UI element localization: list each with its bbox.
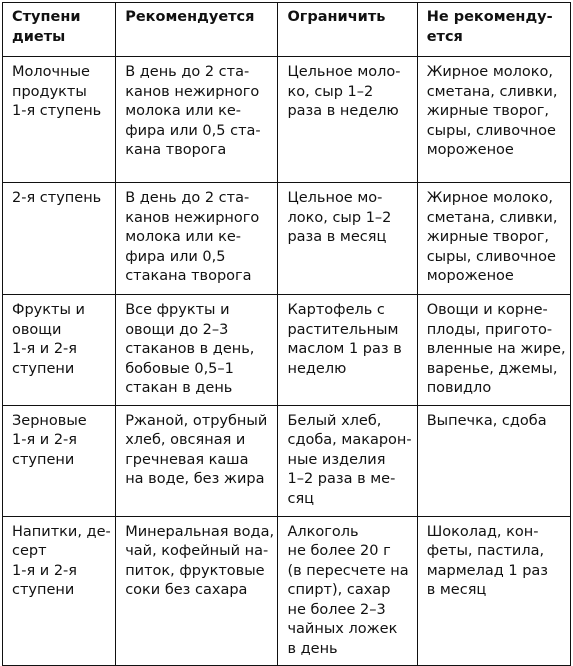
cell-text-line: Минеральная вода, xyxy=(125,523,275,540)
cell-text-line: продукты xyxy=(12,83,87,100)
table-cell xyxy=(3,183,116,295)
header-cell xyxy=(3,3,116,57)
cell-text-line: Жирное молоко, xyxy=(426,190,554,206)
table-header-row xyxy=(3,3,571,57)
table-row xyxy=(3,183,571,295)
diet-table xyxy=(2,2,571,666)
table-cell xyxy=(116,516,278,666)
cell-text-line: жирные творог, xyxy=(426,103,550,119)
cell-text-line: вленные на жире, xyxy=(426,341,566,357)
cell-text-line: молока или ке- xyxy=(125,229,242,245)
cell-text-line: неделю xyxy=(287,360,347,377)
cell-text-line: Не рекоменду- xyxy=(426,9,553,25)
cell-text-line: Рекомендуется xyxy=(125,9,255,25)
cell-text-line: растительным xyxy=(287,321,399,338)
cell-text-line: раза в месяц xyxy=(287,229,387,245)
table-cell xyxy=(116,183,278,295)
table-cell xyxy=(116,295,278,406)
cell-text-line: канов нежирного xyxy=(125,209,260,226)
cell-text-line: в день xyxy=(287,640,338,657)
cell-text-line: на воде, без жира xyxy=(125,471,265,487)
cell-text-line: феты, пастила, xyxy=(426,543,545,559)
cell-text-line: стаканов в день, xyxy=(125,341,255,357)
cell-text-line: 1-я и 2-я xyxy=(12,432,78,448)
cell-text-line: жирные творог, xyxy=(426,229,550,245)
cell-text-line: гречневая каша xyxy=(125,451,249,468)
cell-text-line: стакана творога xyxy=(125,268,252,284)
cell-text-line: В день до 2 ста- xyxy=(125,64,250,80)
cell-text-line: Молочные xyxy=(12,64,90,80)
cell-text-line: чайных ложек xyxy=(287,621,398,637)
cell-text-line: Ступени xyxy=(12,9,81,25)
header-cell xyxy=(116,3,278,57)
table-row xyxy=(3,405,571,516)
table-cell xyxy=(278,295,417,406)
table-cell xyxy=(417,183,570,295)
header-cell xyxy=(278,3,417,57)
cell-text-line: в месяц xyxy=(426,582,487,598)
table-cell xyxy=(417,405,570,516)
cell-text-line: Фрукты и xyxy=(12,302,85,318)
cell-text-line: стакан в день xyxy=(125,380,233,396)
cell-text-line: диеты xyxy=(12,28,66,45)
cell-text-line: 1-я и 2-я xyxy=(12,341,78,357)
cell-text-line: В день до 2 ста- xyxy=(125,190,250,206)
cell-text-line: локо, сыр 1–2 xyxy=(287,209,392,226)
table-cell xyxy=(116,405,278,516)
cell-text-line: не более 2–3 xyxy=(287,601,386,618)
cell-text-line: маслом 1 раз в xyxy=(287,341,402,357)
cell-text-line: повидло xyxy=(426,380,492,396)
cell-text-line: канов нежирного xyxy=(125,83,260,100)
table-row xyxy=(3,57,571,183)
cell-text-line: мороженое xyxy=(426,142,514,158)
header-cell xyxy=(417,3,570,57)
cell-text-line: Ограничить xyxy=(287,9,386,25)
cell-text-line: сметана, сливки, xyxy=(426,209,558,226)
cell-text-line: Напитки, де- xyxy=(12,523,111,540)
table-cell xyxy=(417,516,570,666)
cell-text-line: Ржаной, отрубный xyxy=(125,412,268,429)
table-cell xyxy=(278,516,417,666)
cell-text-line: сдоба, макарон- xyxy=(287,432,412,448)
table-row xyxy=(3,516,571,666)
cell-text-line: ные изделия xyxy=(287,451,386,468)
table-cell xyxy=(278,57,417,183)
cell-text-line: сыры, сливочное xyxy=(426,248,556,265)
cell-text-line: овощи xyxy=(12,321,62,338)
cell-text-line: Цельное моло- xyxy=(287,64,401,80)
cell-text-line: сыры, сливочное xyxy=(426,122,556,139)
cell-text-line: ется xyxy=(426,28,463,45)
cell-text-line: 1–2 раза в ме- xyxy=(287,471,396,487)
table-cell xyxy=(417,295,570,406)
table-row xyxy=(3,295,571,406)
table-cell xyxy=(116,57,278,183)
cell-text-line: Все фрукты и xyxy=(125,302,230,318)
cell-text-line: Выпечка, сдоба xyxy=(426,412,547,429)
cell-text-line: ступени xyxy=(12,451,75,468)
table-cell xyxy=(278,405,417,516)
cell-text-line: ступени xyxy=(12,582,75,598)
cell-text-line: варенье, джемы, xyxy=(426,360,558,377)
cell-text-line: плоды, пригото- xyxy=(426,321,553,338)
cell-text-line: сметана, сливки, xyxy=(426,83,558,100)
cell-text-line: соки без сахара xyxy=(125,582,248,598)
cell-text-line: мармелад 1 раз xyxy=(426,562,549,579)
table-cell xyxy=(3,295,116,406)
cell-text-line: Цельное мо- xyxy=(287,190,383,206)
cell-text-line: фира или 0,5 ста- xyxy=(125,122,261,139)
cell-text-line: Белый хлеб, xyxy=(287,412,382,429)
cell-text-line: Овощи и корне- xyxy=(426,302,548,318)
cell-text-line: раза в неделю xyxy=(287,103,399,119)
cell-text-line: овощи до 2–3 xyxy=(125,321,229,338)
cell-text-line: хлеб, овсяная и xyxy=(125,432,246,448)
cell-text-line: спирт), сахар xyxy=(287,582,391,598)
cell-text-line: не более 20 г xyxy=(287,543,391,559)
cell-text-line: (в пересчете на xyxy=(287,562,409,579)
cell-text-line: ко, сыр 1–2 xyxy=(287,83,374,100)
table-cell xyxy=(3,516,116,666)
cell-text-line: ступени xyxy=(12,360,75,377)
cell-text-line: мороженое xyxy=(426,268,514,284)
cell-text-line: чай, кофейный на- xyxy=(125,543,269,559)
cell-text-line: Зерновые xyxy=(12,412,87,429)
table-cell xyxy=(3,405,116,516)
cell-text-line: Жирное молоко, xyxy=(426,64,554,80)
cell-text-line: кана творога xyxy=(125,142,227,158)
cell-text-line: Шоколад, кон- xyxy=(426,523,539,540)
cell-text-line: фира или 0,5 xyxy=(125,248,226,265)
cell-text-line: Алкоголь xyxy=(287,523,359,540)
table-cell xyxy=(278,183,417,295)
cell-text-line: бобовые 0,5–1 xyxy=(125,360,234,377)
cell-text-line: Картофель с xyxy=(287,302,385,318)
cell-text-line: молока или ке- xyxy=(125,103,242,119)
table-cell xyxy=(3,57,116,183)
cell-text-line: 2-я ступень xyxy=(12,190,102,206)
cell-text-line: сяц xyxy=(287,490,315,507)
cell-text-line: 1-я и 2-я xyxy=(12,562,78,579)
cell-text-line: серт xyxy=(12,543,47,559)
cell-text-line: питок, фруктовые xyxy=(125,562,265,579)
table-cell xyxy=(417,57,570,183)
cell-text-line: 1-я ступень xyxy=(12,103,102,119)
